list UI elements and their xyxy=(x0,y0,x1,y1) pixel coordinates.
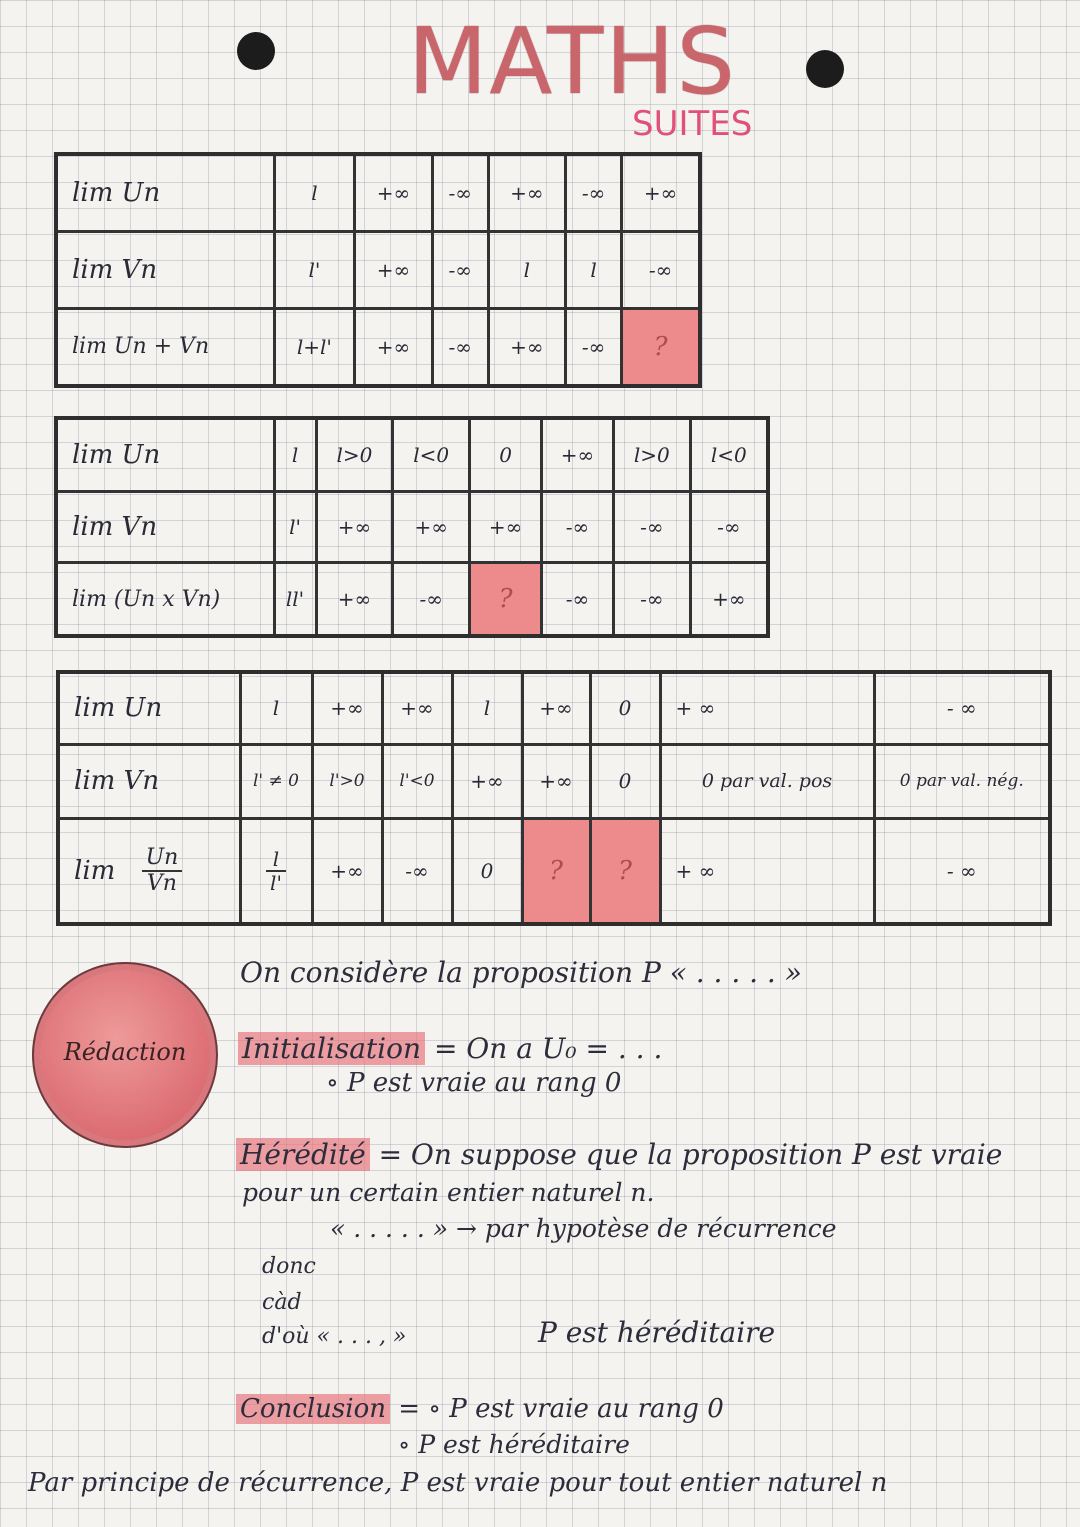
heredite-line-3: « . . . . . » → par hypotèse de récurrence xyxy=(330,1214,837,1243)
table-cell: l' xyxy=(274,232,355,309)
table-cell: ll' xyxy=(274,563,316,636)
table-cell: l xyxy=(488,232,565,309)
table-cell: +∞ xyxy=(522,672,590,744)
row-label: lim (Un x Vn) xyxy=(56,563,274,636)
conclusion-label: Conclusion xyxy=(236,1394,390,1424)
table-cell: l'>0 xyxy=(312,744,382,818)
table-row xyxy=(58,672,1050,744)
final-statement: Par principe de récurrence, P est vraie pour tout entier naturel n xyxy=(28,1468,888,1498)
table-cell: -∞ xyxy=(542,491,614,563)
cad-line: càd xyxy=(262,1290,302,1315)
table-cell: + ∞ xyxy=(660,672,874,744)
row-label: lim Un xyxy=(58,672,240,744)
heredite-line xyxy=(236,1138,1002,1171)
table-cell: l xyxy=(240,672,312,744)
fraction-numerator: l xyxy=(266,848,286,872)
table-cell: l xyxy=(274,154,355,232)
table-cell: -∞ xyxy=(382,818,452,924)
heredite-line-2: pour un certain entier naturel n. xyxy=(242,1178,655,1207)
donc-line: donc xyxy=(262,1254,316,1279)
table-cell: 0 par val. nég. xyxy=(874,744,1050,818)
initialisation-text: = On a U₀ = . . . xyxy=(433,1032,663,1065)
table-cell: +∞ xyxy=(382,672,452,744)
undetermined-form-cell: ? xyxy=(522,818,590,924)
hereditaire-line: P est héréditaire xyxy=(538,1316,776,1349)
table-cell: -∞ xyxy=(566,154,622,232)
conclusion-line xyxy=(236,1394,724,1424)
conclusion-text: = ∘ P est vraie au rang 0 xyxy=(398,1394,724,1424)
table-cell: l>0 xyxy=(613,418,690,491)
heredite-text: = On suppose que la proposition P est vraie xyxy=(378,1138,1003,1171)
table-cell: 0 xyxy=(590,672,660,744)
table-cell: -∞ xyxy=(432,154,488,232)
table-cell: 0 par val. pos xyxy=(660,744,874,818)
conclusion-line-2: ∘ P est héréditaire xyxy=(398,1430,630,1459)
row-label: lim Un + Vn xyxy=(56,308,274,386)
fraction-denominator: l' xyxy=(270,870,282,895)
page-title: MATHS xyxy=(408,8,737,115)
table-cell: -∞ xyxy=(622,232,700,309)
table-cell: l xyxy=(452,672,522,744)
table-cell: -∞ xyxy=(432,308,488,386)
table-cell: +∞ xyxy=(355,154,432,232)
table-cell: l'<0 xyxy=(382,744,452,818)
table-cell: +∞ xyxy=(522,744,590,818)
table-cell: - ∞ xyxy=(874,818,1050,924)
table-row xyxy=(58,744,1050,818)
row-label: lim Vn xyxy=(56,491,274,563)
row-label: lim Un xyxy=(56,418,274,491)
row-label-lim: lim xyxy=(74,855,116,886)
table-cell: +∞ xyxy=(316,563,393,636)
table-cell: 0 xyxy=(452,818,522,924)
table-cell: +∞ xyxy=(470,491,542,563)
table-row xyxy=(56,154,700,232)
table-cell: +∞ xyxy=(393,491,470,563)
table-row xyxy=(56,418,768,491)
table-cell: l>0 xyxy=(316,418,393,491)
table-cell: - ∞ xyxy=(874,672,1050,744)
table-cell: + ∞ xyxy=(660,818,874,924)
table-row xyxy=(58,818,1050,924)
table-cell: +∞ xyxy=(488,308,565,386)
table-cell: l<0 xyxy=(690,418,768,491)
table-cell: -∞ xyxy=(432,232,488,309)
table-cell: l' ≠ 0 xyxy=(240,744,312,818)
table-cell: 0 xyxy=(470,418,542,491)
table-cell: -∞ xyxy=(613,491,690,563)
table-cell: l xyxy=(566,232,622,309)
table-cell: +∞ xyxy=(452,744,522,818)
row-label: lim Vn xyxy=(56,232,274,309)
fraction-value xyxy=(266,848,286,894)
initialisation-line-2: ∘ P est vraie au rang 0 xyxy=(326,1068,622,1098)
initialisation-line xyxy=(238,1032,662,1065)
table-cell: +∞ xyxy=(690,563,768,636)
fraction-label xyxy=(142,846,183,896)
limit-quotient-table xyxy=(56,670,1052,926)
table-cell: +∞ xyxy=(542,418,614,491)
table-cell: +∞ xyxy=(355,308,432,386)
table-cell: +∞ xyxy=(488,154,565,232)
table-cell: l' xyxy=(274,491,316,563)
fraction-denominator: Vn xyxy=(146,870,177,896)
table-row xyxy=(56,491,768,563)
initialisation-label: Initialisation xyxy=(238,1032,425,1065)
table-cell: l+l' xyxy=(274,308,355,386)
table-cell: +∞ xyxy=(355,232,432,309)
heredite-label: Hérédité xyxy=(236,1138,370,1171)
table-cell: l<0 xyxy=(393,418,470,491)
fraction-numerator: Un xyxy=(142,846,183,872)
table-cell: -∞ xyxy=(393,563,470,636)
table-cell: l xyxy=(274,418,316,491)
table-cell: +∞ xyxy=(622,154,700,232)
limit-product-table xyxy=(54,416,770,638)
limit-sum-table xyxy=(54,152,702,388)
table-cell: -∞ xyxy=(690,491,768,563)
row-label: lim Vn xyxy=(58,744,240,818)
intro-line: On considère la proposition P « . . . . . » xyxy=(240,956,802,989)
row-label: lim Un xyxy=(56,154,274,232)
table-cell: -∞ xyxy=(542,563,614,636)
dou-line: d'où « . . . , » xyxy=(262,1324,407,1349)
table-row xyxy=(56,232,700,309)
table-cell: -∞ xyxy=(566,308,622,386)
table-row xyxy=(56,308,700,386)
table-cell: +∞ xyxy=(316,491,393,563)
table-cell xyxy=(240,818,312,924)
redaction-badge xyxy=(40,970,210,1140)
binder-hole-right xyxy=(806,50,844,88)
table-row xyxy=(56,563,768,636)
undetermined-form-cell: ? xyxy=(470,563,542,636)
undetermined-form-cell: ? xyxy=(590,818,660,924)
page-subtitle: SUITES xyxy=(632,104,753,144)
table-cell: 0 xyxy=(590,744,660,818)
undetermined-form-cell: ? xyxy=(622,308,700,386)
table-cell: +∞ xyxy=(312,672,382,744)
table-cell: +∞ xyxy=(312,818,382,924)
table-cell: -∞ xyxy=(613,563,690,636)
binder-hole-left xyxy=(237,32,275,70)
redaction-badge-label: Rédaction xyxy=(63,1038,187,1066)
row-label xyxy=(58,818,240,924)
